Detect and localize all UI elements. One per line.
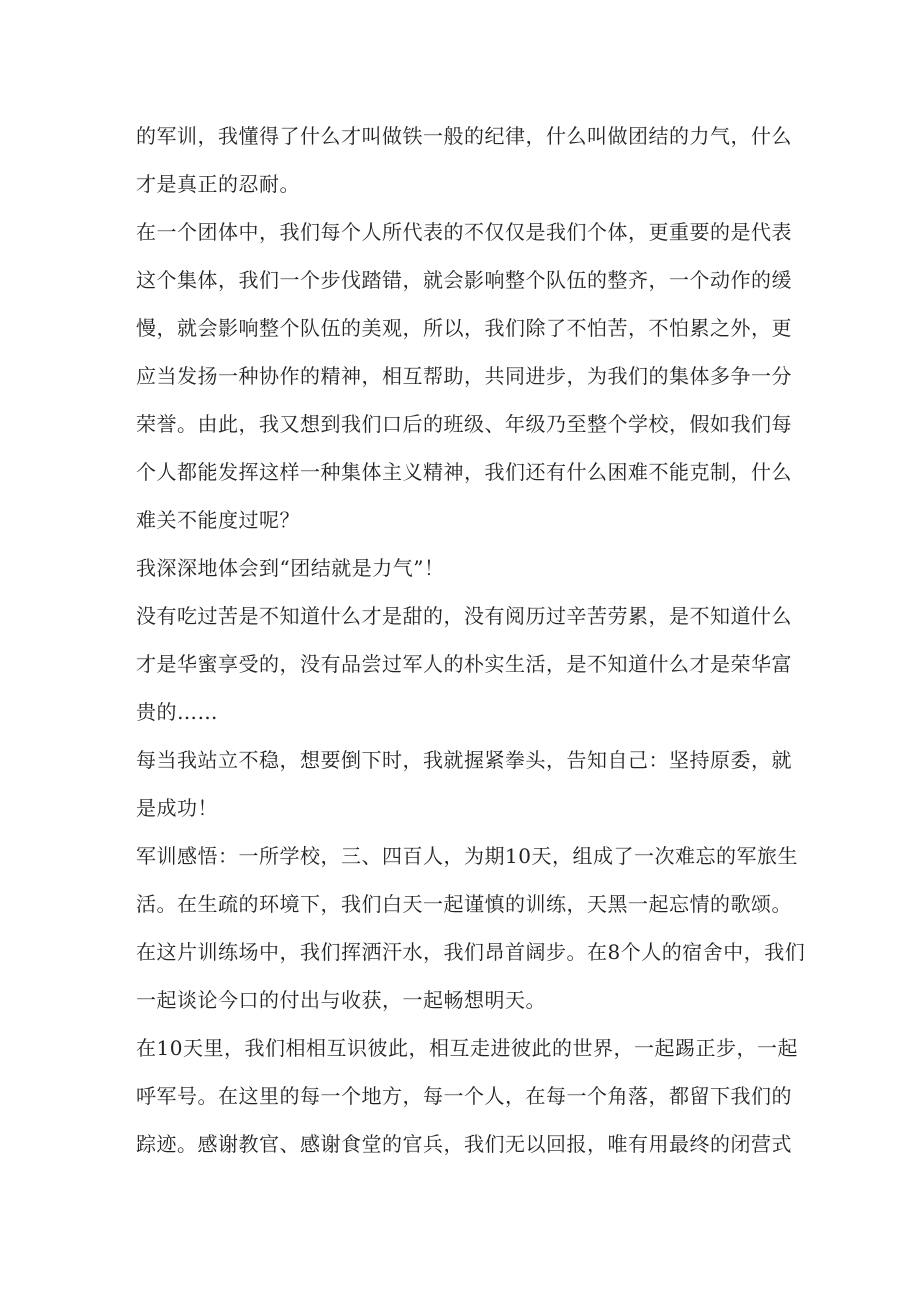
text-line-18: 在这片训练场中，我们挥洒汗水，我们昂首阔步。在8个人的宿舍中，我们 bbox=[136, 940, 806, 964]
text-line-22: 踪迹。感谢教官、感谢食堂的官兵，我们无以回报，唯有用最终的闭营式 bbox=[136, 1132, 792, 1156]
text-line-16: 军训感悟：一所学校，三、四百人，为期10天，组成了一次难忘的军旅生 bbox=[136, 844, 798, 868]
text-line-11: 没有吃过苦是不知道什么才是甜的，没有阅历过辛苦劳累，是不知道什么 bbox=[136, 604, 792, 628]
text-line-10: 我深深地体会到“团结就是力气”！ bbox=[136, 556, 445, 580]
text-line-9: 难关不能度过呢？ bbox=[136, 508, 300, 532]
text-line-5: 慢，就会影响整个队伍的美观，所以，我们除了不怕苦，不怕累之外，更 bbox=[136, 316, 792, 340]
document-body bbox=[136, 112, 806, 1168]
text-line-19: 一起谈论今口的付出与收获，一起畅想明天。 bbox=[136, 988, 546, 1012]
text-line-12: 才是华蜜享受的，没有品尝过军人的朴实生活，是不知道什么才是荣华富 bbox=[136, 652, 792, 676]
text-line-21: 呼军号。在这里的每一个地方，每一个人，在每一个角落，都留下我们的 bbox=[136, 1084, 792, 1108]
text-line-20: 在10天里，我们相相互识彼此，相互走进彼此的世界，一起踢正步，一起 bbox=[136, 1036, 798, 1060]
text-line-4: 这个集体，我们一个步伐踏错，就会影响整个队伍的整齐，一个动作的缓 bbox=[136, 268, 792, 292]
text-line-17: 活。在生疏的环境下，我们白天一起谨慎的训练，天黑一起忘情的歌颂。 bbox=[136, 892, 792, 916]
text-line-6: 应当发扬一种协作的精神，相互帮助，共同进步，为我们的集体多争一分 bbox=[136, 364, 792, 388]
text-line-14: 每当我站立不稳，想要倒下时，我就握紧拳头，告知自己：坚持原委，就 bbox=[136, 748, 792, 772]
text-line-3: 在一个团体中，我们每个人所代表的不仅仅是我们个体，更重要的是代表 bbox=[136, 220, 792, 244]
text-line-1: 的军训，我懂得了什么才叫做铁一般的纪律，什么叫做团结的力气，什么 bbox=[136, 124, 792, 148]
text-line-7: 荣誉。由此，我又想到我们口后的班级、年级乃至整个学校，假如我们每 bbox=[136, 412, 792, 436]
text-line-15: 是成功！ bbox=[136, 796, 218, 820]
text-line-13: 贵的…… bbox=[136, 700, 218, 724]
text-line-8: 个人都能发挥这样一种集体主义精神，我们还有什么困难不能克制，什么 bbox=[136, 460, 792, 484]
text-line-2: 才是真正的忍耐。 bbox=[136, 172, 300, 196]
